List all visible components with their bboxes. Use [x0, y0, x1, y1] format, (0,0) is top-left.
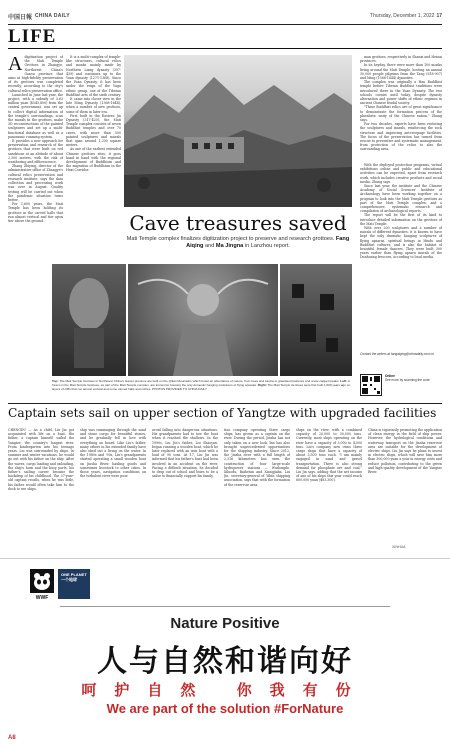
- story-paragraph: The complex was originally a Han Buddhist temple before Tibetan Buddhist traditions were introduced there in the Yuan Dynasty. The two schools coexist until today, despite dynasty alternation and power shifts of ethnic regimes in ancient Chinese feudal society.: [360, 80, 442, 106]
- story-paragraph: With the deployed protection programs, virtual exhibitions online and public and educational activities can be expected, apart from research work, which includes creative products and social media, Zhang says.: [360, 163, 442, 184]
- story-paragraph: digitization project of the Mati Temple Grottoes in Zhangye, Northwest China's Gansu province that aims at high-fidelity preservation of its grottoes was completed recently, according to the city's cultural relics preservation office.: [8, 55, 63, 93]
- photo-fresco: [52, 264, 126, 376]
- photo-credit: PHOTOS PROVIDED TO CHINA DAILY: [151, 387, 207, 391]
- issue-date: Thursday, December 1, 2022: [370, 13, 435, 19]
- story-paragraph: It provides a new approach for preservation and research of the grottoes that were built on red sandstone at an altitude of about 2,300 meters, with the risk of weathering and efflorescence.: [8, 139, 63, 165]
- qr-note: [385, 374, 430, 396]
- story-column-3: [360, 55, 442, 160]
- china-daily-logo: CHINA DAILY: [35, 13, 70, 19]
- story-paragraph: With over 200 sculptures and a number of murals of different dynasties, it is known to have kept the only dramatic hanging sculptures of flying apsaras, spiritual beings in Hindu and Buddhist cultures, and is also the habitat of beautiful female dancers. They were built 300 years earlier than flying apsara murals of the Dunhuang frescoes, according to local media.: [360, 226, 442, 260]
- ad-slogan-en: We are part of the solution #ForNature: [106, 701, 344, 716]
- page-marker: A8: [8, 735, 16, 741]
- caption-label: Left:: [339, 379, 348, 383]
- story-paragraph: For two decades, experts have been restoring the sculptures and murals, reinforcing the rock structure and improving anti-seepage facilities. The focus of the preservation has turned from rescue to preventive and systematic management, from protection of the relics to also the surrounding area.: [360, 122, 442, 152]
- story-column-2: [66, 55, 121, 260]
- story2-column-4: tion company operating three cargo ships, has grown as a captain on the river. During the period, Jinsha has not only taken on a new look, but has also brought unprecedented opportunities for the shipping industry. Since 2012, the Jinsha river with a full length of 2,316 kilometers has seen the construction of four large-scale hydropower stations — Wudongde, Xiluodu, Baihetan and Xiangjiaba. Liu Jin, secretary-general of Yibin shipping association, says that with the formation of the reservoir area.: [224, 428, 290, 487]
- ad-title-en: Nature Positive: [170, 615, 280, 632]
- reporter-name: Fang Aiqing: [186, 236, 350, 249]
- page-number: 17: [436, 13, 442, 19]
- story-paragraph: "These Buddhist relics are of great significance to demonstrate the formation process of the pluralistic unity of the Chinese nation," Zhang says.: [360, 105, 442, 123]
- wwf-logo-icon: [30, 569, 54, 593]
- caption-text: The Mati Temple Grottoes were first built 1,600 years ago on layers of cliffs that run almost vertical and some carved halls and niches.: [52, 383, 351, 391]
- section-title: LIFE: [8, 26, 57, 47]
- caption-text: The Mati Temple Grottoes in Northwest China's Gansu province are built on the Qilian Mountains which boast an abundance of nature, from trees and tundra to grassland pastures and snow-capped peaks.: [58, 379, 340, 383]
- ad-slogan-cn: 呵护自然 你我有份: [81, 681, 369, 699]
- story2-column-3: avoid falling into dangerous situations. His grandparents had to tow the boat when it reached the shallows. In the 1990s, Liu Jin's father, Liu Shaoyan, began running a wooden boat, which he later replaced with an iron boat with a load of 90 tons. At 17, Liu Jin was informed that his father's boat had been involved in an accident on the river. Facing a difficult situation, he decided to drop out of school and learn to be a sailor to financially support his family.: [152, 428, 218, 479]
- story-paragraph: Launched in June last year, the project, with a subsidy of 3.63 million yuan ($545,800) from the central government, was set up to collect digital information of the temple's surroundings, scan the murals in the grottoes, make 3D reconstructions of the painted sculptures and set up a multi-functional database as well as a panoramic roaming system.: [8, 92, 63, 139]
- drop-cap: A: [8, 55, 23, 75]
- story2-column-2: ship was rummaging through the sand and stone cargo for beautiful stones, and he gradually fell in love with everything on board. Like Liu's father, many others in his extended family have also eked out a living on the water. In the 1980s and '90s, Liu's grandparents started operating a small wooden boat on Jinsha River, hauling goods and sometimes livestock to other cities. In those years, navigation conditions on the turbulent river were poor.: [80, 428, 146, 479]
- story2-column-1: CHENGDU — As a child, Liu Jin got acquainted with life on a boat. His father, a captain himself, sailed the Yangtze, the country's longest river. From kindergarten into his teenage years, Liu was surrounded by ships. In summer and winter vacations, he would go out with his father on the ship. After the waves, cargo loading and unloading, the ship's horn and the busy ports, his father's sailing career became the backdrop of his childhood. The 37-year-old captain recalls, when he was little, his father would often take him to the dock to see ships.: [8, 428, 74, 491]
- deck-tail: in Lanzhou report.: [243, 243, 290, 249]
- caption-label: Top:: [52, 379, 59, 383]
- story-paragraph: The report will be the first of its kind to introduce detailed information on the grottoes of the Mati Temple.: [360, 213, 442, 226]
- story-paragraph: man grottoes, respectively in Shanxi and Henan provinces.: [360, 55, 442, 64]
- story-paragraph: As one of the earliest extended Chinese grottoes sites, it goes hand in hand with the regional development of Buddhism and the migration of Buddhism in the Hexi Corridor.: [66, 147, 121, 173]
- story-paragraph: It came into closer view in the late Ming Dynasty (1368-1644), when a number of new grottoes, some of them in later era.: [66, 97, 121, 114]
- caption-text: A fresco in the Mati Temple Grottoes, as part of the Mati Temple complex, are known for housing the only domestic hanging sculptures of flying apsaras.: [52, 379, 350, 387]
- ad-title-cn: 人与自然和谐向好: [97, 644, 353, 679]
- one-planet-logo: ONE PLANET 一个地球: [58, 569, 90, 599]
- story-paragraph: Since last year, the institute and the Chinese Academy of Social Sciences' Institute of Archaeology have been working together on a program to look into the Mati Temple grottoes as part of the Mati Temple complex, and a comprehensive, systematic research and compilation of archaeological reports.: [360, 184, 442, 214]
- ad-divider: [60, 606, 390, 607]
- masthead-rule: [8, 24, 442, 25]
- deck-text: Mati Temple complex finalizes digitization project to preserve and research grottoes.: [126, 236, 336, 242]
- story-deck: [124, 236, 352, 250]
- story-paragraph: First built in the Eastern Jin Dynasty (317-420), the Mati Temple complex consists of seven Buddhist temples and over 70 caves, with more than 500 painted sculptures and murals that span around 1,200 square meters.: [66, 113, 121, 148]
- photo-row: [52, 264, 352, 376]
- caption-label: Right:: [256, 383, 267, 387]
- story-headline: Cave treasures saved: [129, 211, 347, 235]
- photo-cliff-caves: [280, 264, 352, 376]
- qr-note-text: See more by scanning the code: [385, 378, 430, 382]
- second-story-headline: Captain sets sail on upper section of Yangtze with upgraded facilities: [8, 406, 437, 420]
- deck-and: and: [203, 243, 216, 249]
- story2-byline: XINHUA: [392, 545, 406, 549]
- photo-sculpture: [128, 264, 278, 376]
- qr-code-icon[interactable]: [360, 374, 382, 396]
- mountain-illustration: [124, 55, 352, 207]
- story2-column-6: China is vigorously promoting the application of clean energy in the field of ship power. However, the hydrological conditions and waterway transport on the Jinsha reservoir area are suitable for the development of electric ships. Liu Jin says he plans to invest in electric ships, which will save him more than 300,000 yuan a year in energy costs and reduce pollution, contributing to the green and high-quality development of the Yangtze River.: [368, 428, 442, 475]
- advertisement[interactable]: [0, 558, 450, 747]
- story-column-4: [360, 163, 442, 349]
- reporter-name: Ma Jingna: [215, 243, 244, 249]
- china-daily-cn-logo: 中国日報: [8, 14, 33, 21]
- photo-mati-temple-landscape: [124, 55, 352, 207]
- story-paragraph: For 1,600 years, the Mati Temple has been holding its grottoes in the carved halls that run almost vertical and tier upon tier above the ground.: [8, 202, 63, 223]
- qr-block: [360, 374, 430, 396]
- qr-note-title: Online: [385, 374, 395, 378]
- story2-column-5: ships on the river, with a combined capacity of 20,000 to 30,000 tons. Currently, most ships operating on the river have a capacity of 3,000 to 4,000 tons. Liu's company now owns three cargo ships that have a capacity of about 3,500 tons each. "I am mainly engaged in sand and gravel transportation. There is also strong demand for phosphate ore and coal," Liu Jin says, adding that the net income of one of his ships this year could reach 600,000 yuan ($83,300).: [296, 428, 362, 483]
- story-paragraph: In its heyday, there were more than 100 monks living around the Mati Temple, hosting an annual 30,000 people pilgrims from the Tang (618-907) and Ming (1368-1644) dynasties.: [360, 63, 442, 81]
- section-rule: [8, 48, 442, 49]
- wwf-wordmark: WWF: [35, 595, 49, 601]
- masthead: [8, 10, 442, 22]
- story-paragraph: Zhang Zhiying, director of the administrative office of Zhangye's cultural relics preservation and research institute, says the data collection and processing work was over in August. Quality testing will be carried out when the pandemic situation turns better.: [8, 164, 63, 202]
- photo-caption: [52, 379, 352, 391]
- story-paragraph: It is a multi-complex of temple-like structures, cultural relics and monks mainly made by Northern Liang dynasty (397-439) and continues up to the Yuan dynasty (1271-1368). Since the Yuan Dynasty, it has been under the reign of the Yugu ethnic group, one of the Tibetan Buddhist arts of the sixth century.: [66, 55, 121, 97]
- story-divider: [8, 403, 442, 404]
- contact-writers: Contact the writers at fangaiqing@chinadaily.com.cn: [360, 352, 435, 356]
